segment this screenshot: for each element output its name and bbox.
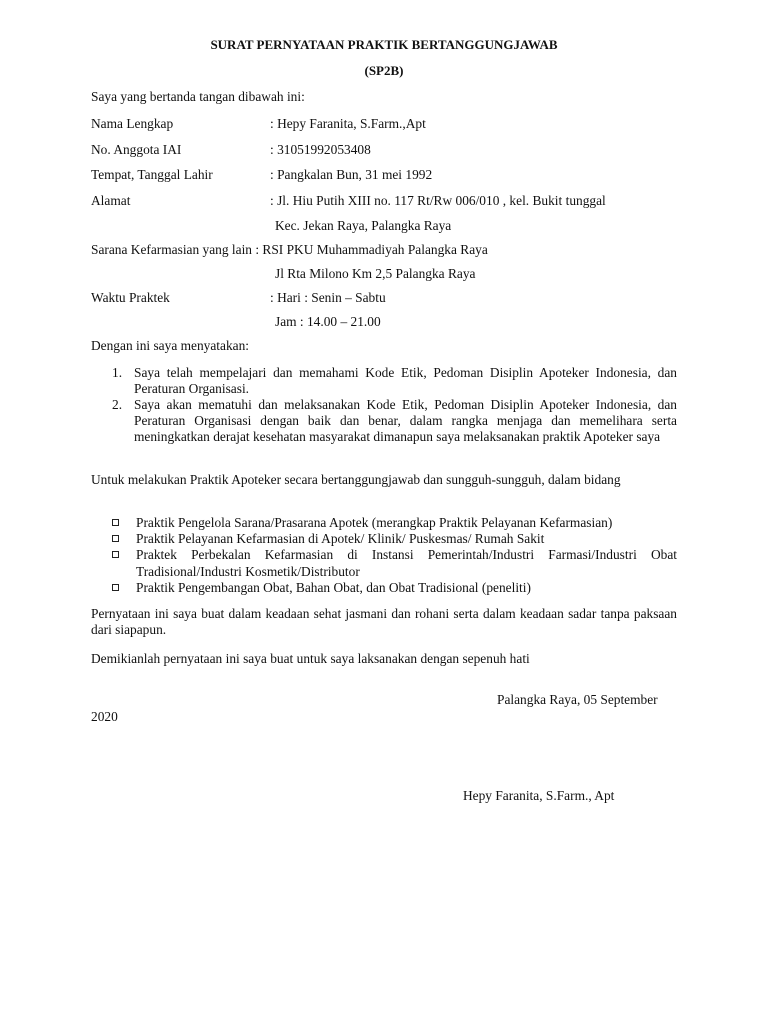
waktu-value: : Hari : Senin – Sabtu <box>270 290 386 305</box>
alamat-value-line2: Kec. Jekan Raya, Palangka Raya <box>275 218 452 233</box>
signatory-name: Hepy Faranita, S.Farm., Apt <box>463 788 615 803</box>
list-item-text: Praktik Pengelola Sarana/Prasarana Apotek (merangkap Praktik Pelayanan Kefarmasian) <box>136 515 613 530</box>
list-item <box>91 580 677 596</box>
nama-label: Nama Lengkap <box>91 116 174 131</box>
statement-list <box>91 365 677 445</box>
waktu-value-line2: Jam : 14.00 – 21.00 <box>275 314 381 329</box>
checkbox-icon <box>112 551 119 558</box>
ttl-label: Tempat, Tanggal Lahir <box>91 167 213 182</box>
document-title: SURAT PERNYATAAN PRAKTIK BERTANGGUNGJAWAB <box>210 37 558 52</box>
intro-text: Saya yang bertanda tangan dibawah ini: <box>91 89 305 104</box>
list-number: 2. <box>112 397 123 412</box>
sarana-label-value: Sarana Kefarmasian yang lain : RSI PKU Muhammadiyah Palangka Raya <box>91 242 488 257</box>
sarana-value-line2: Jl Rta Milono Km 2,5 Palangka Raya <box>275 266 476 281</box>
nama-value: : Hepy Faranita, S.Farm.,Apt <box>270 116 426 131</box>
document-subtitle: (SP2B) <box>364 63 404 78</box>
list-item-text: Praktek Perbekalan Kefarmasian di Instansi Pemerintah/Industri Farmasi/Industri Obat Tradisional/Industri Kosmetik/Distributor <box>136 547 677 579</box>
waktu-label: Waktu Praktek <box>91 290 170 305</box>
place-date: Palangka Raya, 05 September <box>497 692 658 707</box>
practice-intro: Untuk melakukan Praktik Apoteker secara bertanggungjawab dan sungguh-sungguh, dalam bidang <box>91 472 621 487</box>
list-item-text: Saya akan mematuhi dan melaksanakan Kode Etik, Pedoman Disiplin Apoteker Indonesia, dan Peraturan Organisasi dengan baik dan benar, dalam rangka menjaga dan memelihara serta meningkatkan derajat kesehatan masyarakat dimanapun saya melaksanakan praktik Apoteker saya <box>134 397 677 444</box>
list-item <box>91 547 677 579</box>
checkbox-icon <box>112 519 119 526</box>
list-item-text: Praktik Pengembangan Obat, Bahan Obat, dan Obat Tradisional (peneliti) <box>136 579 531 595</box>
list-number: 1. <box>112 365 123 380</box>
date-year: 2020 <box>91 709 118 724</box>
declaration-intro: Dengan ini saya menyatakan: <box>91 338 250 353</box>
alamat-label: Alamat <box>91 193 131 208</box>
list-item <box>91 365 677 397</box>
list-item-text: Praktik Pelayanan Kefarmasian di Apotek/ Klinik/ Puskesmas/ Rumah Sakit <box>136 531 545 547</box>
list-item-text: Saya telah mempelajari dan memahami Kode Etik, Pedoman Disiplin Apoteker Indonesia, dan Peraturan Organisasi. <box>134 365 677 396</box>
checkbox-icon <box>112 535 119 542</box>
list-item <box>91 515 677 531</box>
closing-text: Demikianlah pernyataan ini saya buat untuk saya laksanakan dengan sepenuh hati <box>91 651 530 666</box>
anggota-value: : 31051992053408 <box>270 142 371 157</box>
checkbox-icon <box>112 584 119 591</box>
alamat-value: : Jl. Hiu Putih XIII no. 117 Rt/Rw 006/010 , kel. Bukit tunggal <box>270 193 606 208</box>
anggota-label: No. Anggota IAI <box>91 142 182 157</box>
ttl-value: : Pangkalan Bun, 31 mei 1992 <box>270 167 433 182</box>
practice-field-list <box>91 515 677 596</box>
list-item <box>91 397 677 445</box>
health-statement: Pernyataan ini saya buat dalam keadaan sehat jasmani dan rohani serta dalam keadaan sadar tanpa paksaan dari siapapun. <box>91 606 677 637</box>
list-item <box>91 531 677 547</box>
